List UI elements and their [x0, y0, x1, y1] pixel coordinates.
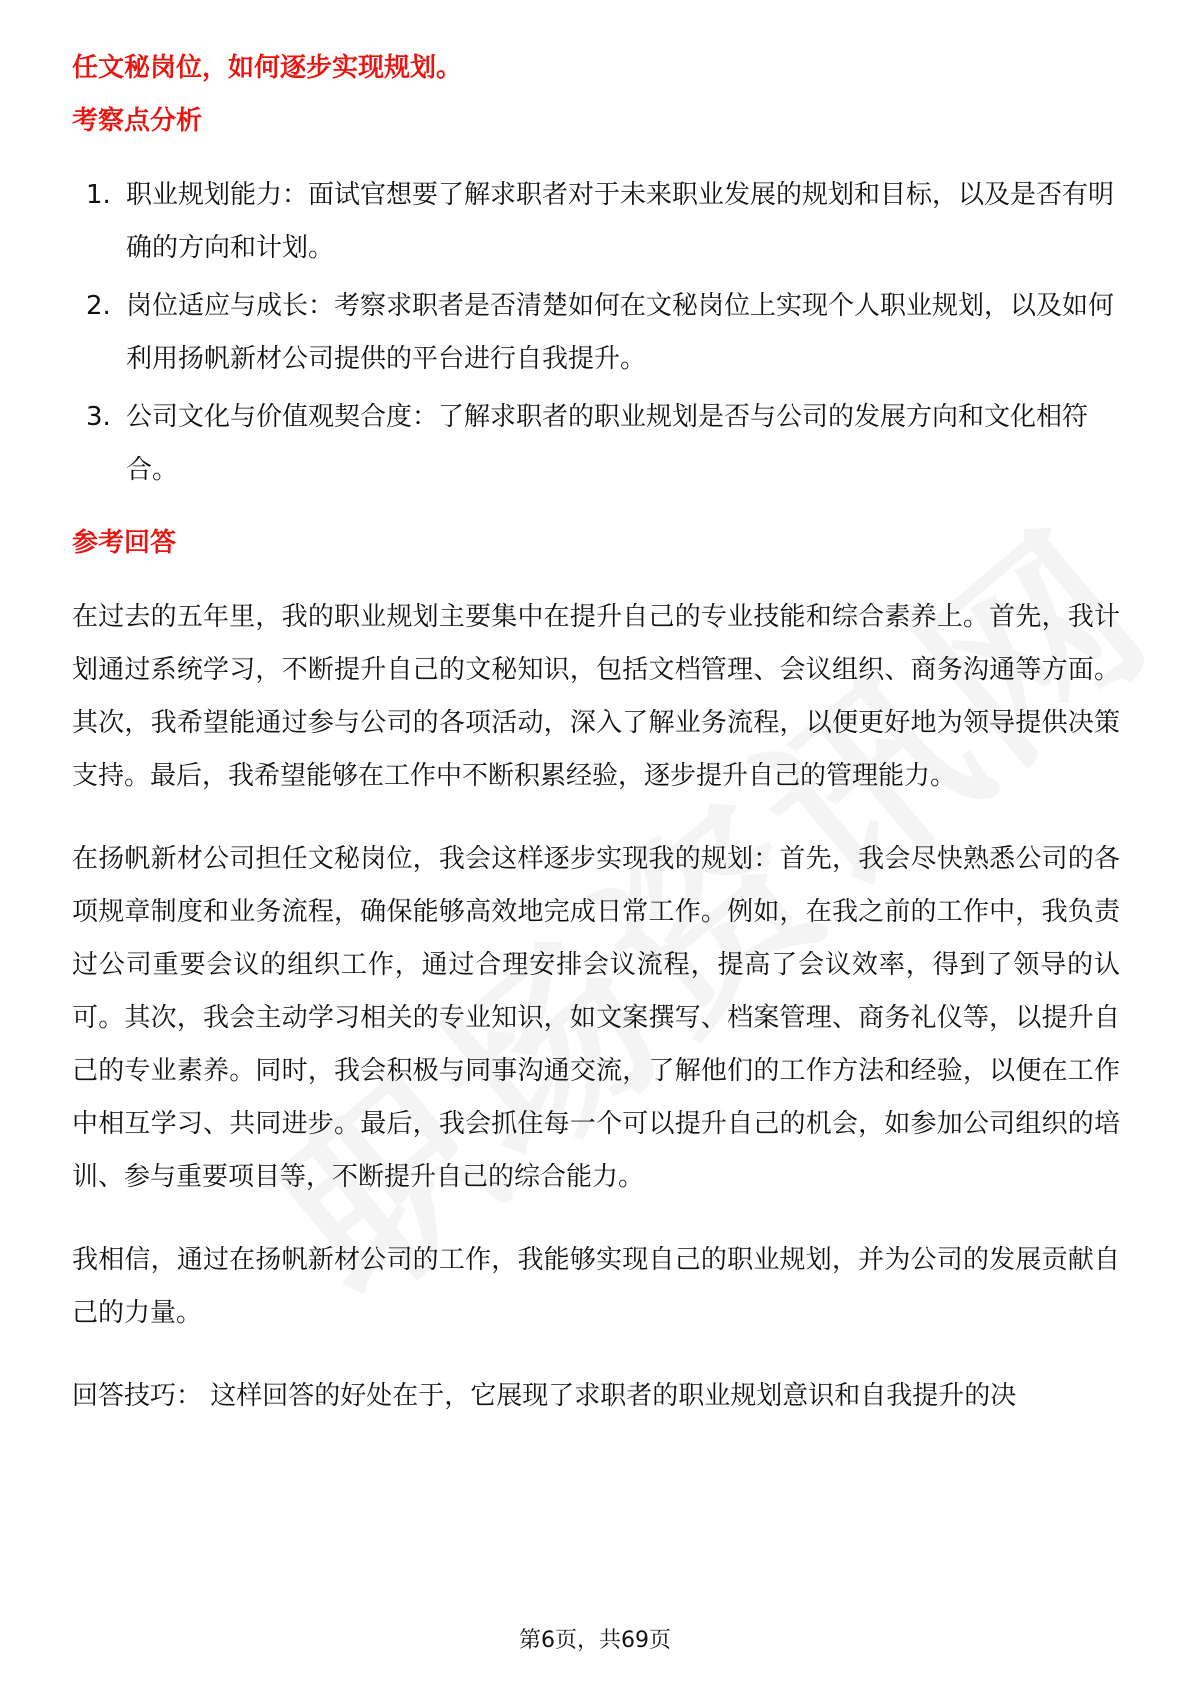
- page-number: 第6页，共69页: [519, 1628, 671, 1653]
- answer-tips: 回答技巧： 这样回答的好处在于，它展现了求职者的职业规划意识和自我提升的决: [72, 1381, 1017, 1411]
- analysis-heading: 考察点分析: [72, 106, 203, 136]
- answer-paragraph: 在扬帆新材公司担任文秘岗位，我会这样逐步实现我的规划：首先，我会尽快熟悉公司的各项规章制度和业务流程，确保能够高效地完成日常工作。例如，在我之前的工作中，我负责过公司重要会议的组织工作，通过合理安排会议流程，提高了会议效率，得到了领导的认可。其次，我会主动学习相关的专业知识，如文案撰写、档案管理、商务礼仪等，以提升自己的专业素养。同时，我会积极与同事沟通交流，了解他们的工作方法和经验，以便在工作中相互学习、共同进步。最后，我会抓住每一个可以提升自己的机会，如参加公司组织的培训、参与重要项目等，不断提升自己的综合能力。: [72, 844, 1120, 1192]
- answer-heading: 参考回答: [72, 528, 177, 558]
- analysis-item-text: 岗位适应与成长：考察求职者是否清楚如何在文秘岗位上实现个人职业规划，以及如何利用扬帆新材公司提供的平台进行自我提升。: [126, 291, 1115, 374]
- analysis-item-number: 1.: [86, 180, 111, 210]
- analysis-item-text: 公司文化与价值观契合度：了解求职者的职业规划是否与公司的发展方向和文化相符合。: [126, 402, 1089, 485]
- analysis-item-text: 职业规划能力：面试官想要了解求职者对于未来职业发展的规划和目标，以及是否有明确的方向和计划。: [126, 180, 1115, 263]
- question-title: 任文秘岗位，如何逐步实现规划。: [72, 53, 463, 83]
- analysis-item: [72, 391, 1120, 497]
- analysis-list: [72, 169, 1120, 497]
- page-content: [72, 46, 1120, 1423]
- analysis-item-number: 2.: [86, 291, 111, 321]
- analysis-item: [72, 169, 1120, 275]
- analysis-item: [72, 280, 1120, 386]
- analysis-item-number: 3.: [86, 402, 111, 432]
- answer-paragraph: 在过去的五年里，我的职业规划主要集中在提升自己的专业技能和综合素养上。首先，我计划通过系统学习，不断提升自己的文秘知识，包括文档管理、会议组织、商务沟通等方面。其次，我希望能通过参与公司的各项活动，深入了解业务流程，以便更好地为领导提供决策支持。最后，我希望能够在工作中不断积累经验，逐步提升自己的管理能力。: [72, 602, 1120, 791]
- answer-paragraph: 我相信，通过在扬帆新材公司的工作，我能够实现自己的职业规划，并为公司的发展贡献自己的力量。: [72, 1245, 1120, 1328]
